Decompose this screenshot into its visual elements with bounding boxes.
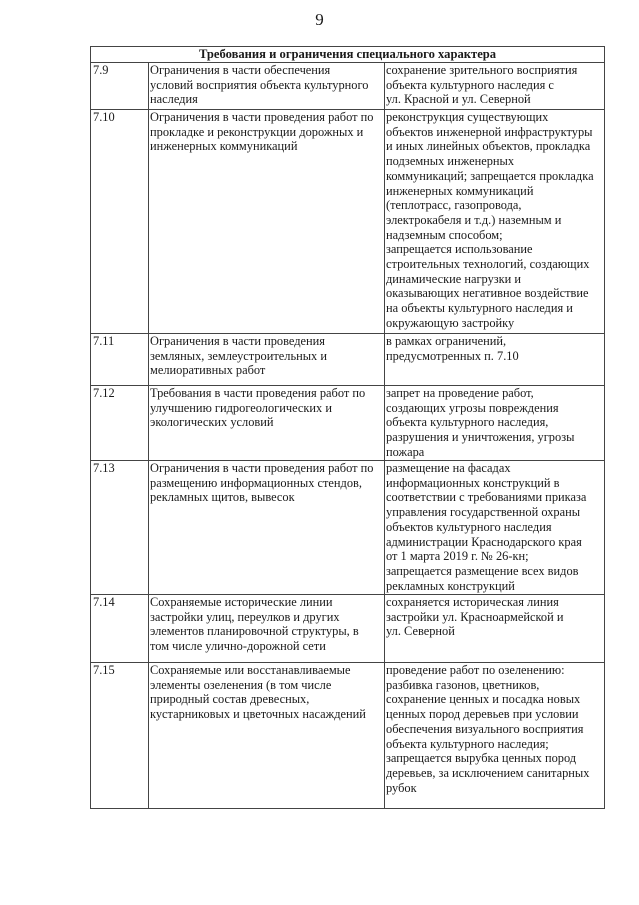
row-name: Ограничения в части проведения работ по прокладке и реконструкции дорожных и инженерных коммуникаций xyxy=(150,110,374,154)
row-name: Сохраняемые исторические линии застройки улиц, переулков и других элементов планировочной структуры, в том числе улично-дорожной сети xyxy=(150,595,359,654)
table-header: Требования и ограничения специального характера xyxy=(91,47,605,63)
row-requirement-cell xyxy=(385,334,605,386)
row-requirement: запрет на проведение работ, создающих угрозы повреждения объекта культурного наследия, разрушения и уничтожения, угрозы пожара xyxy=(386,386,575,459)
row-number-cell xyxy=(91,334,149,386)
table-row xyxy=(91,334,605,386)
row-requirement: в рамках ограничений, предусмотренных п. 7.10 xyxy=(386,334,519,363)
row-name-cell xyxy=(149,663,385,809)
row-requirement: сохраняется историческая линия застройки ул. Красноармейской и ул. Северной xyxy=(386,595,564,639)
row-name: Требования в части проведения работ по улучшению гидрогеологических и экологических условий xyxy=(150,386,366,430)
row-name: Ограничения в части проведения земляных, землеустроительных и мелиоративных работ xyxy=(150,334,327,378)
row-name: Сохраняемые или восстанавливаемые элементы озеленения (в том числе природный состав древесных, кустарниковых и цветочных насаждений xyxy=(150,663,366,722)
restrictions-table xyxy=(90,46,605,809)
table-row xyxy=(91,386,605,461)
row-name: Ограничения в части проведения работ по размещению информационных стендов, рекламных щитов, вывесок xyxy=(150,461,374,505)
row-name: Ограничения в части обеспечения условий восприятия объекта культурного наследия xyxy=(150,63,369,107)
row-requirement-cell xyxy=(385,595,605,663)
table-row xyxy=(91,110,605,334)
row-requirement: реконструкция существующих объектов инженерной инфраструктуры и иных линейных объектов, прокладка подземных инженерных коммуникаций; запрещается прокладка инженерных коммуникаций (теплотрасс, газопровода, электрокабеля и т.д.) наземным и надземным способом; запрещается использование строительных технологий, создающих динамические нагрузки и оказывающих негативное воздействие на объекты культурного наследия и окружающую застройку xyxy=(386,110,594,330)
row-number: 7.12 xyxy=(93,386,115,400)
row-requirement: проведение работ по озеленению: разбивка газонов, цветников, сохранение ценных и посадка новых ценных пород деревьев при условии обеспечения визуального восприятия объекта культурного наследия; запрещается вырубка ценных пород деревьев, за исключением санитарных рубок xyxy=(386,663,590,795)
page-number: 9 xyxy=(315,10,324,29)
row-name-cell xyxy=(149,334,385,386)
row-name-cell xyxy=(149,63,385,110)
row-number: 7.10 xyxy=(93,110,115,124)
row-requirement-cell xyxy=(385,386,605,461)
row-requirement: сохранение зрительного восприятия объекта культурного наследия с ул. Красной и ул. Северной xyxy=(386,63,578,107)
row-name-cell xyxy=(149,461,385,595)
row-number: 7.9 xyxy=(93,63,109,77)
row-number-cell xyxy=(91,663,149,809)
table-header-row xyxy=(91,47,605,63)
row-number: 7.15 xyxy=(93,663,115,677)
row-number: 7.13 xyxy=(93,461,115,475)
row-requirement-cell xyxy=(385,63,605,110)
table-row xyxy=(91,63,605,110)
row-number-cell xyxy=(91,461,149,595)
row-number-cell xyxy=(91,386,149,461)
row-requirement-cell xyxy=(385,110,605,334)
row-requirement-cell xyxy=(385,461,605,595)
row-number-cell xyxy=(91,110,149,334)
row-number-cell xyxy=(91,595,149,663)
row-number: 7.11 xyxy=(93,334,115,348)
table-row xyxy=(91,595,605,663)
row-number-cell xyxy=(91,63,149,110)
table-row xyxy=(91,461,605,595)
row-requirement-cell xyxy=(385,663,605,809)
row-number: 7.14 xyxy=(93,595,115,609)
row-name-cell xyxy=(149,595,385,663)
row-requirement: размещение на фасадах информационных конструкций в соответствии с требованиями приказа управления государственной охраны объектов культурного наследия администрации Краснодарского края от 1 марта 2019 г. № 26-кн; запрещается размещение всех видов рекламных конструкций xyxy=(386,461,587,593)
row-name-cell xyxy=(149,386,385,461)
row-name-cell xyxy=(149,110,385,334)
table-row xyxy=(91,663,605,809)
